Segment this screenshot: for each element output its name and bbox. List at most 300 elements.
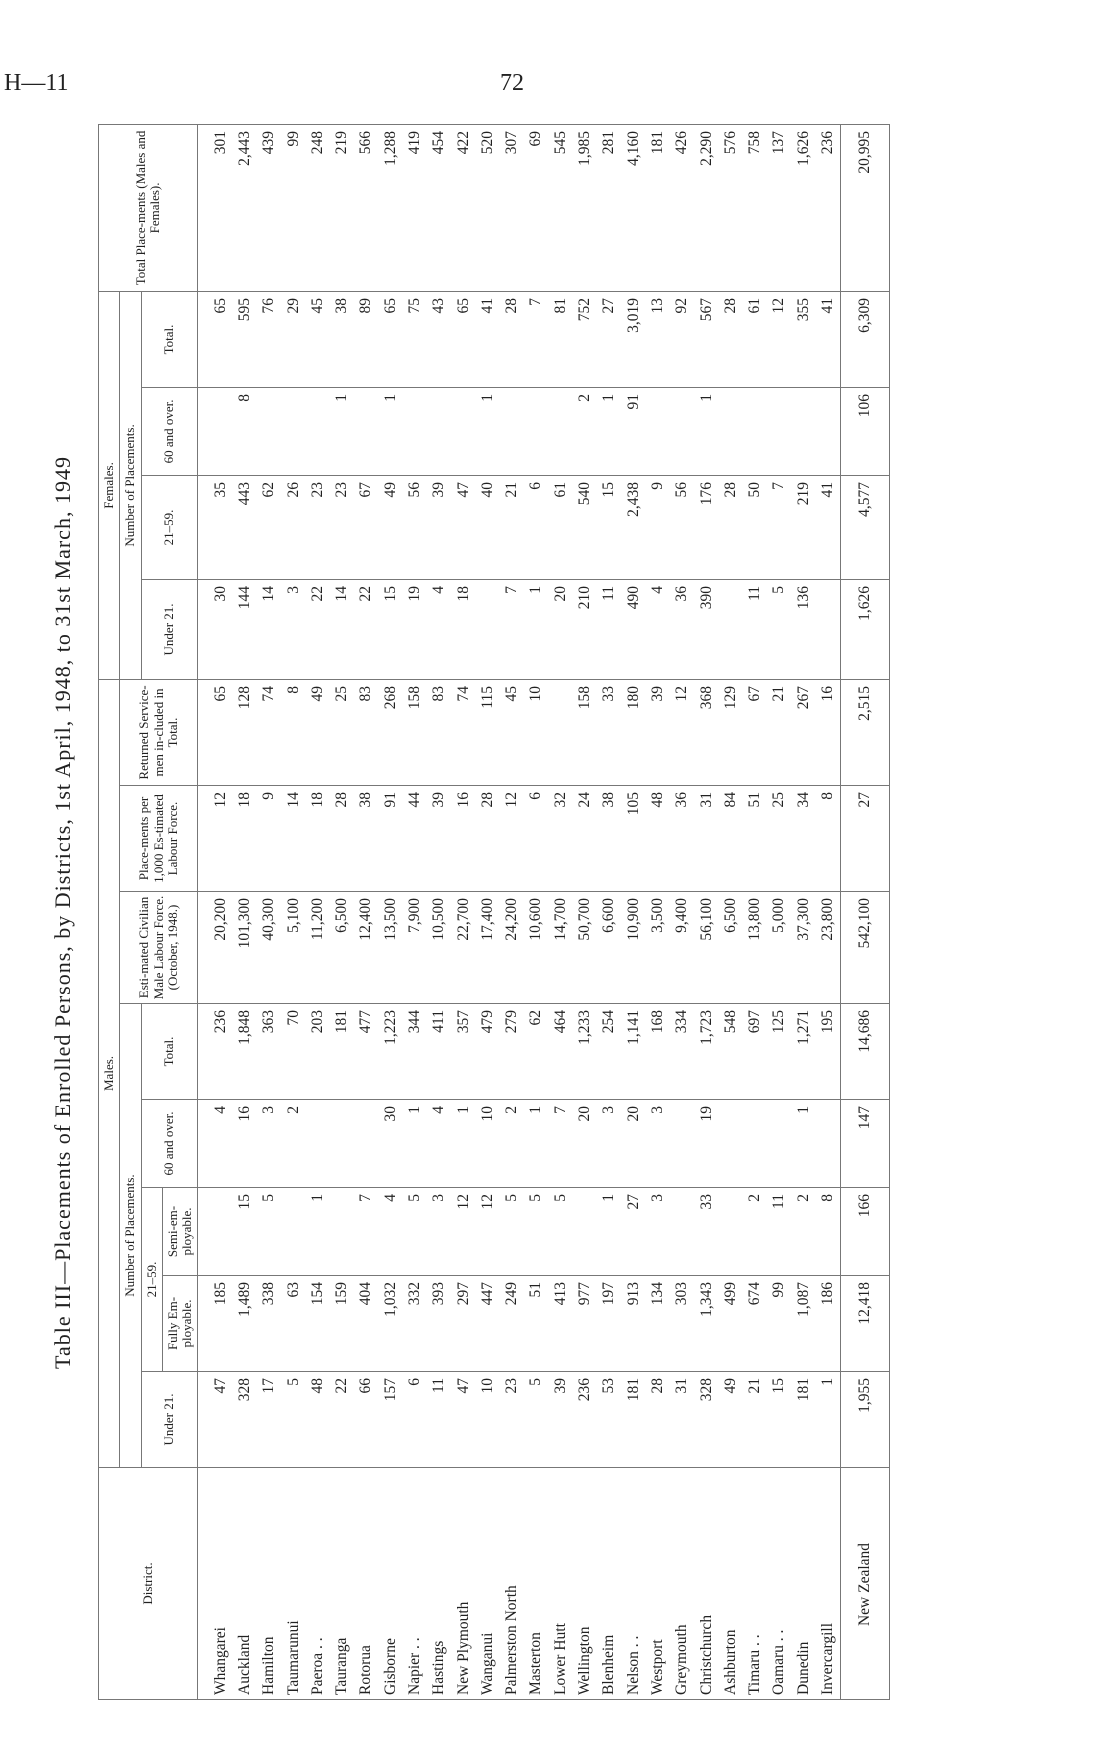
- cell-m-u21: 181: [792, 1372, 816, 1468]
- cell-f-60: [354, 387, 378, 475]
- cell-labour: 10,600: [524, 892, 548, 1004]
- col-labour-force: Esti-mated Civilian Male Labour Force. (October, 1948.): [120, 892, 198, 1004]
- cell-m-fully: 134: [646, 1276, 670, 1372]
- cell-m-total: 203: [306, 1004, 330, 1100]
- cell-f-total: 41: [476, 291, 500, 387]
- cell-f-2159: 47: [451, 475, 475, 579]
- table-row: [816, 124, 841, 1699]
- cell-m-semi: 4: [379, 1188, 403, 1276]
- cell-labour: 10,900: [622, 892, 646, 1004]
- cell-m-fully: 51: [524, 1276, 548, 1372]
- cell-m-60: 2: [500, 1100, 524, 1188]
- cell-f-u21: 11: [597, 579, 621, 679]
- cell-f-2159: 56: [670, 475, 694, 579]
- cell-m-u21: 48: [306, 1372, 330, 1468]
- table-row: [379, 124, 403, 1699]
- cell-m-u21: 21: [743, 1372, 767, 1468]
- cell-m-u21: 53: [597, 1372, 621, 1468]
- cell-labour: 40,300: [257, 892, 281, 1004]
- col-group-male-placements: Number of Placements.: [120, 1004, 141, 1468]
- cell-servicemen: 268: [379, 679, 403, 785]
- cell-labour: 22,700: [451, 892, 475, 1004]
- cell-f-60: [670, 387, 694, 475]
- table-row: [792, 124, 816, 1699]
- cell-servicemen: 158: [403, 679, 427, 785]
- cell-servicemen: 83: [427, 679, 451, 785]
- cell-f-total: 89: [354, 291, 378, 387]
- cell-m-semi: 33: [694, 1188, 718, 1276]
- cell-servicemen: 10: [524, 679, 548, 785]
- cell-f-u21: 7: [500, 579, 524, 679]
- cell-servicemen: 2,515: [841, 679, 890, 785]
- cell-m-total: 363: [257, 1004, 281, 1100]
- cell-labour: 101,300: [233, 892, 257, 1004]
- cell-m-total: 334: [670, 1004, 694, 1100]
- cell-m-u21: 66: [354, 1372, 378, 1468]
- cell-grand: 2,443: [233, 124, 257, 291]
- table-row: [306, 124, 330, 1699]
- cell-grand: 576: [719, 124, 743, 291]
- table-body: [198, 124, 890, 1699]
- table-row: [524, 124, 548, 1699]
- cell-m-60: 1: [792, 1100, 816, 1188]
- cell-district: Christchurch: [694, 1468, 718, 1700]
- cell-m-total: 697: [743, 1004, 767, 1100]
- cell-per1000: 9: [257, 786, 281, 892]
- cell-labour: 10,500: [427, 892, 451, 1004]
- cell-grand: 219: [330, 124, 354, 291]
- cell-m-total: 14,686: [841, 1004, 890, 1100]
- cell-f-2159: 28: [719, 475, 743, 579]
- cell-f-u21: [476, 579, 500, 679]
- cell-f-total: 61: [743, 291, 767, 387]
- cell-f-u21: 14: [330, 579, 354, 679]
- table-row: [500, 124, 524, 1699]
- cell-f-2159: 67: [354, 475, 378, 579]
- cell-m-semi: 5: [549, 1188, 573, 1276]
- cell-f-u21: 3: [281, 579, 305, 679]
- cell-servicemen: 129: [719, 679, 743, 785]
- table-row: [767, 124, 791, 1699]
- cell-per1000: 14: [281, 786, 305, 892]
- cell-f-total: 38: [330, 291, 354, 387]
- cell-m-semi: 5: [257, 1188, 281, 1276]
- cell-m-fully: 197: [597, 1276, 621, 1372]
- cell-servicemen: 39: [646, 679, 670, 785]
- cell-f-total: 29: [281, 291, 305, 387]
- table-row: [281, 124, 305, 1699]
- cell-f-total: 41: [816, 291, 841, 387]
- cell-m-total: 279: [500, 1004, 524, 1100]
- cell-m-fully: 674: [743, 1276, 767, 1372]
- cell-grand: 281: [597, 124, 621, 291]
- cell-per1000: 32: [549, 786, 573, 892]
- cell-m-u21: 47: [198, 1372, 233, 1468]
- col-group-m-21-59: 21–59.: [141, 1188, 162, 1372]
- cell-m-fully: 338: [257, 1276, 281, 1372]
- cell-per1000: 27: [841, 786, 890, 892]
- cell-m-total: 464: [549, 1004, 573, 1100]
- cell-f-2159: 7: [767, 475, 791, 579]
- placements-table: [98, 124, 890, 1700]
- cell-m-total: 181: [330, 1004, 354, 1100]
- cell-m-total: 125: [767, 1004, 791, 1100]
- cell-per1000: 34: [792, 786, 816, 892]
- cell-labour: 3,500: [646, 892, 670, 1004]
- total-row: [841, 124, 890, 1699]
- cell-labour: 50,700: [573, 892, 597, 1004]
- cell-per1000: 8: [816, 786, 841, 892]
- cell-f-60: 106: [841, 387, 890, 475]
- cell-district: Wanganui: [476, 1468, 500, 1700]
- cell-grand: 99: [281, 124, 305, 291]
- table-row: [233, 124, 257, 1699]
- cell-district: Tauranga: [330, 1468, 354, 1700]
- col-m-under21: Under 21.: [141, 1372, 198, 1468]
- cell-f-total: 7: [524, 291, 548, 387]
- cell-f-2159: 176: [694, 475, 718, 579]
- cell-m-fully: 404: [354, 1276, 378, 1372]
- cell-m-semi: [198, 1188, 233, 1276]
- cell-district: Rotorua: [354, 1468, 378, 1700]
- cell-m-u21: 6: [403, 1372, 427, 1468]
- cell-m-semi: 3: [646, 1188, 670, 1276]
- cell-m-semi: 3: [427, 1188, 451, 1276]
- cell-f-u21: 30: [198, 579, 233, 679]
- table-row: [597, 124, 621, 1699]
- cell-f-60: [281, 387, 305, 475]
- cell-m-fully: 413: [549, 1276, 573, 1372]
- cell-servicemen: 16: [816, 679, 841, 785]
- cell-labour: 56,100: [694, 892, 718, 1004]
- cell-f-2159: 2,438: [622, 475, 646, 579]
- table-row: [622, 124, 646, 1699]
- cell-f-2159: 49: [379, 475, 403, 579]
- cell-grand: 758: [743, 124, 767, 291]
- col-m-fully: Fully Em-ployable.: [162, 1276, 198, 1372]
- cell-m-fully: 159: [330, 1276, 354, 1372]
- cell-f-total: 13: [646, 291, 670, 387]
- cell-m-total: 62: [524, 1004, 548, 1100]
- cell-district: Gisborne: [379, 1468, 403, 1700]
- cell-district: Hastings: [427, 1468, 451, 1700]
- cell-district: Nelson . .: [622, 1468, 646, 1700]
- cell-m-u21: 10: [476, 1372, 500, 1468]
- col-f-under21: Under 21.: [141, 579, 198, 679]
- cell-f-total: 75: [403, 291, 427, 387]
- cell-labour: 6,600: [597, 892, 621, 1004]
- cell-f-u21: 20: [549, 579, 573, 679]
- cell-m-fully: 99: [767, 1276, 791, 1372]
- cell-grand: 248: [306, 124, 330, 291]
- cell-grand: 4,160: [622, 124, 646, 291]
- cell-grand: 181: [646, 124, 670, 291]
- cell-grand: 566: [354, 124, 378, 291]
- cell-grand: 69: [524, 124, 548, 291]
- cell-district: Taumarunui: [281, 1468, 305, 1700]
- cell-m-u21: 1: [816, 1372, 841, 1468]
- cell-f-u21: 11: [743, 579, 767, 679]
- col-m-60-over: 60 and over.: [141, 1100, 198, 1188]
- cell-f-60: [767, 387, 791, 475]
- cell-m-semi: 1: [597, 1188, 621, 1276]
- cell-f-60: 1: [694, 387, 718, 475]
- cell-district: Palmerston North: [500, 1468, 524, 1700]
- cell-f-total: 65: [451, 291, 475, 387]
- cell-per1000: 25: [767, 786, 791, 892]
- cell-f-total: 6,309: [841, 291, 890, 387]
- cell-m-semi: 166: [841, 1188, 890, 1276]
- cell-servicemen: 67: [743, 679, 767, 785]
- cell-m-total: 357: [451, 1004, 475, 1100]
- cell-f-60: [792, 387, 816, 475]
- cell-f-2159: 540: [573, 475, 597, 579]
- cell-per1000: 18: [306, 786, 330, 892]
- cell-m-fully: 977: [573, 1276, 597, 1372]
- cell-servicemen: 33: [597, 679, 621, 785]
- cell-servicemen: 74: [451, 679, 475, 785]
- table-row: [719, 124, 743, 1699]
- cell-f-2159: 6: [524, 475, 548, 579]
- cell-f-total: 43: [427, 291, 451, 387]
- cell-per1000: 24: [573, 786, 597, 892]
- cell-grand: 2,290: [694, 124, 718, 291]
- cell-m-60: 4: [427, 1100, 451, 1188]
- cell-f-total: 27: [597, 291, 621, 387]
- cell-f-total: 3,019: [622, 291, 646, 387]
- cell-m-total: 548: [719, 1004, 743, 1100]
- cell-m-u21: 23: [500, 1372, 524, 1468]
- cell-m-60: 10: [476, 1100, 500, 1188]
- cell-m-semi: 11: [767, 1188, 791, 1276]
- cell-servicemen: 368: [694, 679, 718, 785]
- cell-m-u21: 47: [451, 1372, 475, 1468]
- cell-grand: 307: [500, 124, 524, 291]
- cell-m-semi: 5: [524, 1188, 548, 1276]
- cell-per1000: 12: [198, 786, 233, 892]
- cell-per1000: 39: [427, 786, 451, 892]
- cell-servicemen: 12: [670, 679, 694, 785]
- cell-district: Whangarei: [198, 1468, 233, 1700]
- cell-m-total: 1,723: [694, 1004, 718, 1100]
- cell-grand: 545: [549, 124, 573, 291]
- cell-labour: 6,500: [719, 892, 743, 1004]
- cell-f-total: 752: [573, 291, 597, 387]
- cell-f-60: 1: [330, 387, 354, 475]
- cell-grand: 1,288: [379, 124, 403, 291]
- cell-m-semi: [281, 1188, 305, 1276]
- cell-m-total: 1,848: [233, 1004, 257, 1100]
- cell-m-u21: 328: [233, 1372, 257, 1468]
- cell-f-u21: 490: [622, 579, 646, 679]
- cell-m-u21: 328: [694, 1372, 718, 1468]
- cell-labour: 37,300: [792, 892, 816, 1004]
- cell-labour: 542,100: [841, 892, 890, 1004]
- cell-servicemen: 83: [354, 679, 378, 785]
- cell-f-60: [549, 387, 573, 475]
- cell-m-semi: 27: [622, 1188, 646, 1276]
- cell-per1000: 38: [597, 786, 621, 892]
- cell-m-fully: 185: [198, 1276, 233, 1372]
- cell-m-60: 20: [622, 1100, 646, 1188]
- cell-m-total: 411: [427, 1004, 451, 1100]
- cell-f-total: 567: [694, 291, 718, 387]
- table-row: [549, 124, 573, 1699]
- cell-labour: 13,800: [743, 892, 767, 1004]
- cell-m-u21: 157: [379, 1372, 403, 1468]
- cell-per1000: 48: [646, 786, 670, 892]
- cell-m-u21: 5: [281, 1372, 305, 1468]
- cell-f-60: [500, 387, 524, 475]
- cell-district: Timaru . .: [743, 1468, 767, 1700]
- cell-m-fully: 1,087: [792, 1276, 816, 1372]
- cell-f-60: [646, 387, 670, 475]
- cell-m-semi: 5: [500, 1188, 524, 1276]
- col-group-female-placements: Number of Placements.: [120, 291, 141, 679]
- cell-m-60: [743, 1100, 767, 1188]
- cell-f-2159: 56: [403, 475, 427, 579]
- cell-district: Paeroa . .: [306, 1468, 330, 1700]
- cell-labour: 11,200: [306, 892, 330, 1004]
- cell-f-60: 2: [573, 387, 597, 475]
- cell-labour: 20,200: [198, 892, 233, 1004]
- cell-m-total: 254: [597, 1004, 621, 1100]
- cell-m-60: 2: [281, 1100, 305, 1188]
- cell-f-total: 28: [719, 291, 743, 387]
- cell-m-fully: 249: [500, 1276, 524, 1372]
- cell-m-u21: 39: [549, 1372, 573, 1468]
- cell-f-u21: 15: [379, 579, 403, 679]
- cell-f-u21: [816, 579, 841, 679]
- cell-m-60: [816, 1100, 841, 1188]
- cell-f-u21: 5: [767, 579, 791, 679]
- cell-f-u21: 390: [694, 579, 718, 679]
- cell-m-fully: 12,418: [841, 1276, 890, 1372]
- cell-f-total: 76: [257, 291, 281, 387]
- cell-m-semi: [573, 1188, 597, 1276]
- cell-servicemen: 128: [233, 679, 257, 785]
- cell-per1000: 18: [233, 786, 257, 892]
- cell-f-u21: 14: [257, 579, 281, 679]
- cell-f-60: [743, 387, 767, 475]
- cell-district: Masterton: [524, 1468, 548, 1700]
- cell-district: New Zealand: [841, 1468, 890, 1700]
- cell-grand: 439: [257, 124, 281, 291]
- cell-f-2159: 35: [198, 475, 233, 579]
- cell-f-total: 92: [670, 291, 694, 387]
- cell-m-total: 1,141: [622, 1004, 646, 1100]
- col-m-total: Total.: [141, 1004, 198, 1100]
- cell-f-total: 595: [233, 291, 257, 387]
- cell-district: Blenheim: [597, 1468, 621, 1700]
- cell-grand: 236: [816, 124, 841, 291]
- cell-m-u21: 11: [427, 1372, 451, 1468]
- cell-district: Lower Hutt: [549, 1468, 573, 1700]
- cell-f-60: [306, 387, 330, 475]
- cell-servicemen: 21: [767, 679, 791, 785]
- cell-labour: 12,400: [354, 892, 378, 1004]
- cell-m-u21: 28: [646, 1372, 670, 1468]
- cell-f-u21: 19: [403, 579, 427, 679]
- cell-labour: 6,500: [330, 892, 354, 1004]
- cell-f-60: [816, 387, 841, 475]
- cell-m-semi: [670, 1188, 694, 1276]
- cell-servicemen: 25: [330, 679, 354, 785]
- cell-m-60: 1: [451, 1100, 475, 1188]
- cell-grand: 20,995: [841, 124, 890, 291]
- cell-servicemen: 180: [622, 679, 646, 785]
- cell-district: Hamilton: [257, 1468, 281, 1700]
- cell-grand: 520: [476, 124, 500, 291]
- table-row: [670, 124, 694, 1699]
- cell-m-u21: 15: [767, 1372, 791, 1468]
- cell-f-u21: 144: [233, 579, 257, 679]
- cell-district: Greymouth: [670, 1468, 694, 1700]
- cell-f-2159: 40: [476, 475, 500, 579]
- cell-m-fully: 1,032: [379, 1276, 403, 1372]
- cell-m-60: 16: [233, 1100, 257, 1188]
- col-per-1000: Place-ments per 1,000 Es-timated Labour Force.: [120, 786, 198, 892]
- cell-servicemen: 49: [306, 679, 330, 785]
- cell-district: New Plymouth: [451, 1468, 475, 1700]
- cell-per1000: 91: [379, 786, 403, 892]
- cell-m-fully: 447: [476, 1276, 500, 1372]
- cell-f-60: [403, 387, 427, 475]
- cell-labour: 23,800: [816, 892, 841, 1004]
- cell-m-fully: 393: [427, 1276, 451, 1372]
- cell-m-fully: 303: [670, 1276, 694, 1372]
- cell-f-total: 28: [500, 291, 524, 387]
- cell-grand: 1,985: [573, 124, 597, 291]
- cell-m-60: 147: [841, 1100, 890, 1188]
- table-row: [646, 124, 670, 1699]
- col-m-semi: Semi-em-ployable.: [162, 1188, 198, 1276]
- cell-f-u21: 1: [524, 579, 548, 679]
- cell-f-2159: 443: [233, 475, 257, 579]
- cell-per1000: 12: [500, 786, 524, 892]
- cell-servicemen: 45: [500, 679, 524, 785]
- cell-m-semi: 7: [354, 1188, 378, 1276]
- cell-servicemen: 115: [476, 679, 500, 785]
- cell-m-60: 7: [549, 1100, 573, 1188]
- cell-m-semi: [719, 1188, 743, 1276]
- cell-m-u21: 1,955: [841, 1372, 890, 1468]
- cell-m-u21: 181: [622, 1372, 646, 1468]
- cell-m-60: [719, 1100, 743, 1188]
- table-row: [257, 124, 281, 1699]
- cell-m-fully: 1,489: [233, 1276, 257, 1372]
- cell-f-total: 355: [792, 291, 816, 387]
- cell-per1000: 51: [743, 786, 767, 892]
- table-row: [403, 124, 427, 1699]
- cell-grand: 422: [451, 124, 475, 291]
- cell-f-60: [198, 387, 233, 475]
- cell-m-u21: 17: [257, 1372, 281, 1468]
- rotated-table-sheet: [50, 125, 1035, 1700]
- cell-f-u21: 22: [306, 579, 330, 679]
- col-group-females: Females.: [99, 291, 120, 679]
- cell-servicemen: 267: [792, 679, 816, 785]
- cell-per1000: 16: [451, 786, 475, 892]
- cell-f-60: [257, 387, 281, 475]
- cell-m-fully: 297: [451, 1276, 475, 1372]
- page-number: 72: [500, 70, 524, 96]
- cell-m-60: 1: [403, 1100, 427, 1188]
- cell-labour: 14,700: [549, 892, 573, 1004]
- cell-f-u21: 1,626: [841, 579, 890, 679]
- table-row: [476, 124, 500, 1699]
- cell-m-fully: 63: [281, 1276, 305, 1372]
